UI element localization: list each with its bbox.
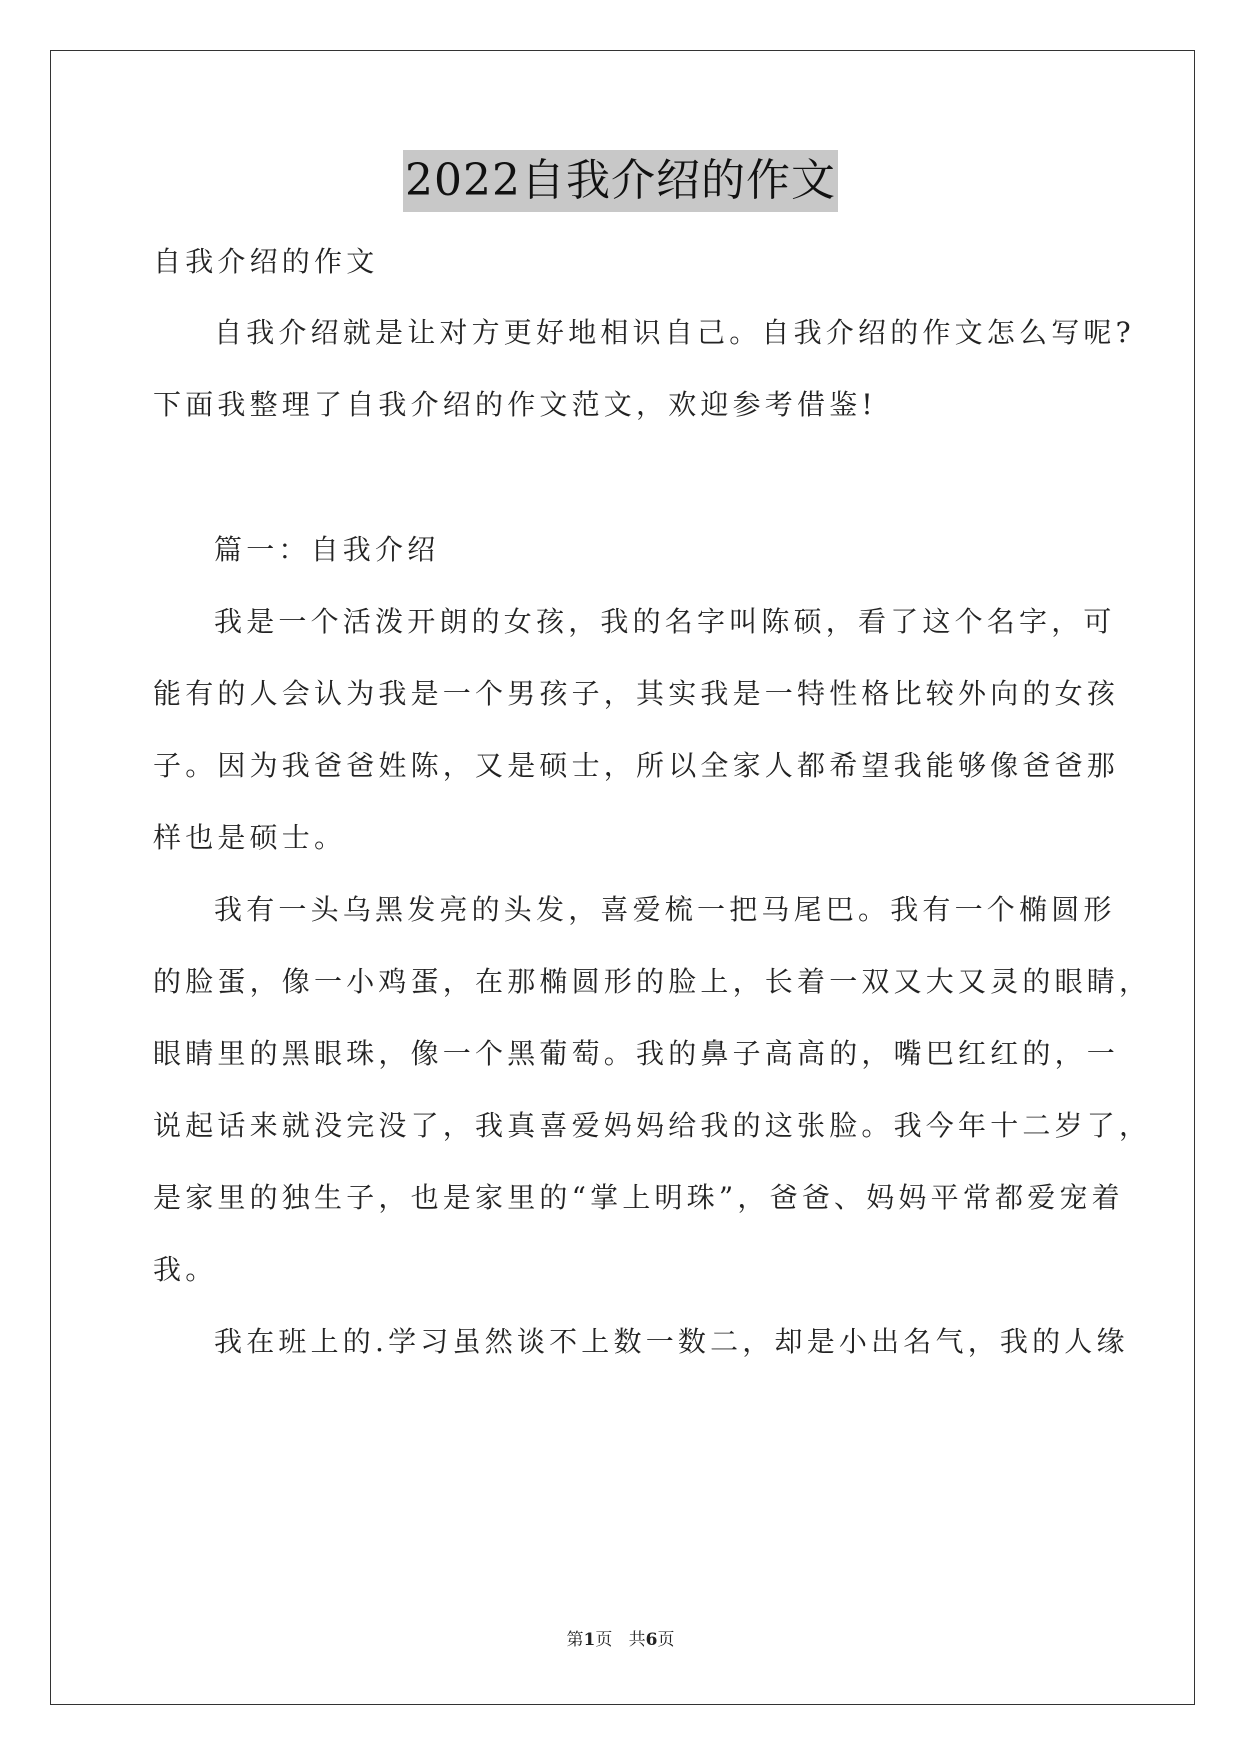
paragraph-line: 我是一个活泼开朗的女孩，我的名字叫陈硕，看了这个名字，可 [214,605,1116,638]
paragraph-line: 能有的人会认为我是一个男孩子，其实我是一特性格比较外向的女孩 [153,677,1120,710]
total-suffix: 页 [657,1630,675,1650]
total-pages: 6 [645,1630,658,1650]
document-title: 2022自我介绍的作文 [403,150,838,212]
paragraph-line: 的脸蛋，像一小鸡蛋，在那椭圆形的脸上，长着一双又大又灵的眼睛， [153,965,1152,998]
paragraph-line: 我。 [153,1253,218,1286]
page-number: 1 [583,1630,596,1650]
page-footer [0,1628,1241,1652]
page-suffix: 页 [595,1630,613,1650]
paragraph-line: 子。因为我爸爸姓陈，又是硕士，所以全家人都希望我能够像爸爸那 [153,749,1120,782]
paragraph-line: 下面我整理了自我介绍的作文范文，欢迎参考借鉴! [153,388,877,421]
paragraph-line: 自我介绍就是让对方更好地相识自己。自我介绍的作文怎么写呢? [214,316,1135,349]
title-container [0,150,1241,212]
total-prefix: 共 [628,1630,646,1650]
paragraph-line: 说起话来就没完没了，我真喜爱妈妈给我的这张脸。我今年十二岁了， [153,1109,1152,1142]
page-prefix: 第 [566,1630,584,1650]
paragraph-line: 我在班上的.学习虽然谈不上数一数二，却是小出名气，我的人缘 [214,1325,1129,1358]
page-border [50,50,1195,1705]
paragraph-line: 我有一头乌黑发亮的头发，喜爱梳一把马尾巴。我有一个椭圆形 [214,893,1116,926]
paragraph-line: 眼睛里的黑眼珠，像一个黑葡萄。我的鼻子高高的，嘴巴红红的，一 [153,1037,1120,1070]
section-heading: 篇一：自我介绍 [214,533,440,566]
document-subtitle: 自我介绍的作文 [153,245,379,278]
paragraph-line: 样也是硕士。 [153,821,347,854]
paragraph-line: 是家里的独生子，也是家里的“掌上明珠”，爸爸、妈妈平常都爱宠着 [153,1181,1124,1214]
